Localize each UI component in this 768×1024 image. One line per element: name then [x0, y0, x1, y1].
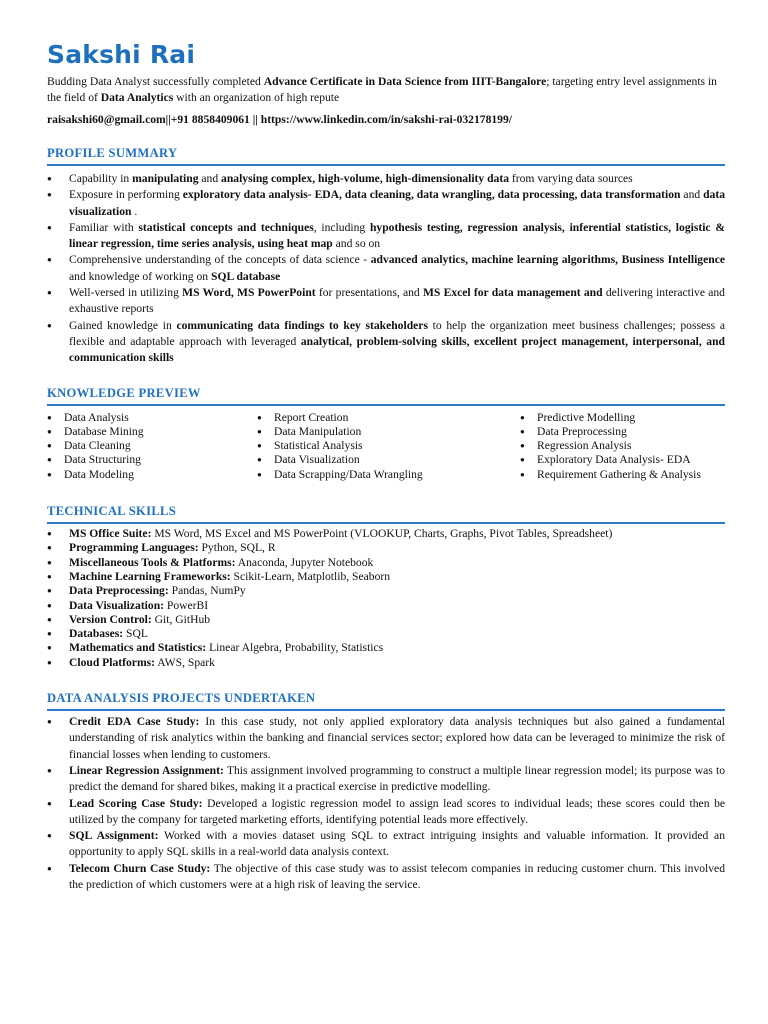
profile-summary-segment: analytical, problem-solving skills, excellent project management, interpersonal, and communication skills — [69, 334, 725, 365]
technical-skill-item — [47, 641, 725, 655]
section-title-technical-skills: TECHNICAL SKILLS — [47, 503, 725, 524]
profile-summary-segment: MS Excel for data management and — [422, 286, 603, 300]
profile-summary-item — [47, 252, 725, 285]
skill-value: Anaconda, Jupyter Notebook — [235, 555, 374, 569]
skill-value: Git, GitHub — [151, 612, 211, 626]
project-title: Linear Regression Assignment: — [69, 763, 224, 777]
technical-skill-item — [47, 656, 725, 670]
technical-skill-item — [47, 613, 725, 627]
skill-value: MS Word, MS Excel and MS PowerPoint (VLOOKUP, Charts, Graphs, Pivot Tables, Spreadsheet) — [151, 527, 613, 541]
section-title-knowledge-preview: KNOWLEDGE PREVIEW — [47, 385, 725, 406]
skill-label: Cloud Platforms: — [69, 655, 155, 669]
skill-value: AWS, Spark — [154, 655, 215, 669]
project-title: SQL Assignment: — [69, 829, 159, 843]
profile-summary-segment: to help the organization meet business challenges; possess a flexible and adaptable approach with leveraged — [69, 318, 726, 348]
resume-page — [47, 40, 725, 893]
project-item — [47, 828, 725, 861]
skill-value: PowerBI — [164, 598, 209, 612]
technical-skills-list — [47, 527, 725, 670]
project-description: In this case study, not only applied exploratory data analysis techniques but also gained a fundamental understanding of risk analytics within the banking and financial services sector; explored how data can be leveraged to minimize the risk of financial losses when lending to customers. — [69, 715, 725, 761]
knowledge-item: ● Data Cleaning — [47, 439, 257, 453]
project-title: Telecom Churn Case Study: — [69, 861, 211, 875]
knowledge-column-3 — [520, 411, 725, 482]
knowledge-item: ● Data Scrapping/Data Wrangling — [257, 468, 520, 482]
skill-label: MS Office Suite: — [69, 527, 152, 541]
skill-value: Python, SQL, R — [198, 541, 276, 555]
profile-summary-segment: analysing complex, high-volume, high-dimensionality data — [221, 172, 509, 185]
project-item — [47, 763, 725, 796]
knowledge-item: ● Exploratory Data Analysis- EDA — [520, 453, 725, 467]
profile-summary-item — [47, 171, 725, 187]
profile-summary-segment: and — [680, 188, 704, 202]
technical-skill-item — [47, 527, 725, 541]
skill-label: Machine Learning Frameworks: — [69, 569, 231, 583]
profile-summary-item — [47, 187, 725, 220]
tagline-segment: ; targeting entry level assignments in the field of — [47, 75, 717, 104]
project-item — [47, 861, 725, 894]
project-title: Lead Scoring Case Study: — [69, 796, 203, 810]
profile-summary-segment: Exposure in performing — [69, 188, 183, 202]
profile-summary-segment: delivering interactive and exhaustive reports — [69, 286, 725, 316]
tagline-segment: with an organization of high repute — [173, 91, 340, 104]
technical-skill-item — [47, 541, 725, 555]
knowledge-column-2 — [257, 411, 520, 482]
knowledge-item: ● Statistical Analysis — [257, 439, 520, 453]
profile-summary-segment: SQL database — [211, 269, 281, 283]
section-title-projects: DATA ANALYSIS PROJECTS UNDERTAKEN — [47, 690, 725, 711]
profile-summary-segment: and so on — [332, 237, 381, 251]
profile-summary-segment: Comprehensive understanding of the concepts of data science - — [69, 253, 371, 267]
profile-summary-segment: and — [198, 172, 222, 185]
profile-summary-item — [47, 285, 725, 318]
tagline-segment: Advance Certificate in Data Science from IIIT-Bangalore — [263, 75, 547, 88]
profile-summary-segment: statistical concepts and techniques — [138, 220, 314, 234]
skill-value: SQL — [123, 627, 148, 641]
profile-summary-segment: Familiar with — [69, 220, 139, 234]
profile-summary-segment: MS Word, MS PowerPoint — [182, 286, 316, 300]
profile-summary-segment: hypothesis testing, regression analysis, inferential statistics, logistic & linear regression, time series analysis, using heat map — [69, 220, 725, 251]
knowledge-item: ● Requirement Gathering & Analysis — [520, 468, 725, 482]
profile-summary-segment: exploratory data analysis- EDA, data cleaning, data wrangling, data processing, data transformation — [182, 188, 681, 202]
knowledge-preview-grid — [47, 411, 725, 482]
profile-summary-segment: communicating data findings to key stakeholders — [176, 318, 428, 332]
knowledge-item: ● Predictive Modelling — [520, 411, 725, 425]
project-description: This assignment involved programming to construct a multiple linear regression model; its purpose was to predict the demand for shared bikes, making it a practical exercise in predictive modelling. — [69, 763, 725, 794]
candidate-name: Sakshi Rai — [47, 40, 196, 69]
tagline-segment: Budding Data Analyst successfully completed — [47, 75, 264, 88]
skill-value: Scikit-Learn, Matplotlib, Seaborn — [230, 569, 391, 583]
knowledge-item: ● Data Manipulation — [257, 425, 520, 439]
candidate-tagline — [47, 74, 725, 106]
knowledge-item: ● Data Structuring — [47, 453, 257, 467]
project-item — [47, 796, 725, 829]
profile-summary-segment: advanced analytics, machine learning algorithms, Business Intelligence — [370, 253, 725, 267]
profile-summary-segment: . — [131, 204, 138, 218]
knowledge-item: ● Database Mining — [47, 425, 257, 439]
profile-summary-item — [47, 318, 725, 367]
technical-skill-item — [47, 570, 725, 584]
project-title: Credit EDA Case Study: — [69, 715, 200, 729]
profile-summary-item — [47, 220, 725, 253]
profile-summary-segment: from varying data sources — [509, 172, 633, 185]
skill-value: Pandas, NumPy — [168, 584, 246, 598]
knowledge-item: ● Data Modeling — [47, 468, 257, 482]
technical-skill-item — [47, 584, 725, 598]
skill-label: Programming Languages: — [69, 541, 199, 555]
knowledge-item: ● Data Preprocessing — [520, 425, 725, 439]
section-title-profile-summary: PROFILE SUMMARY — [47, 145, 725, 166]
contact-line: raisakshi60@gmail.com||+91 8858409061 || https://www.linkedin.com/in/sakshi-rai-032178199/ — [47, 113, 512, 126]
skill-label: Version Control: — [69, 612, 152, 626]
tagline-segment: Data Analytics — [100, 91, 174, 104]
knowledge-item: ● Data Visualization — [257, 453, 520, 467]
profile-summary-segment: for presentations, and — [315, 286, 423, 300]
technical-skill-item — [47, 556, 725, 570]
skill-label: Miscellaneous Tools & Platforms: — [69, 555, 236, 569]
technical-skill-item — [47, 599, 725, 613]
skill-label: Data Visualization: — [69, 598, 165, 612]
skill-value: Linear Algebra, Probability, Statistics — [206, 641, 384, 655]
project-description: The objective of this case study was to assist telecom companies in reducing customer churn. This involved the prediction of which customers were at a high risk of leaving the service. — [69, 861, 725, 891]
profile-summary-segment: Well-versed in utilizing — [69, 286, 183, 300]
profile-summary-segment: , including — [313, 220, 370, 234]
projects-list — [47, 714, 725, 893]
skill-label: Databases: — [69, 627, 124, 641]
profile-summary-list — [47, 171, 725, 367]
skill-label: Data Preprocessing: — [69, 584, 169, 598]
knowledge-column-1 — [47, 411, 257, 482]
knowledge-item: ● Data Analysis — [47, 411, 257, 425]
project-description: Worked with a movies dataset using SQL to extract intriguing insights and valuable information. It provided an opportunity to apply SQL skills in a real-world data analysis context. — [69, 829, 725, 859]
skill-label: Mathematics and Statistics: — [69, 641, 207, 655]
profile-summary-segment: data visualization — [69, 188, 726, 218]
profile-summary-segment: Capability in — [69, 172, 133, 185]
knowledge-item: ● Regression Analysis — [520, 439, 725, 453]
profile-summary-segment: Gained knowledge in — [69, 318, 177, 332]
profile-summary-segment: and knowledge of working on — [69, 269, 211, 283]
project-item — [47, 714, 725, 763]
knowledge-item: ● Report Creation — [257, 411, 520, 425]
project-description: Developed a logistic regression model to assign lead scores to individual leads; these scores could then be utilized by the company for targeted marketing efforts, identifying potential leads more effectively. — [69, 796, 726, 826]
technical-skill-item — [47, 627, 725, 641]
profile-summary-segment: manipulating — [132, 172, 199, 185]
